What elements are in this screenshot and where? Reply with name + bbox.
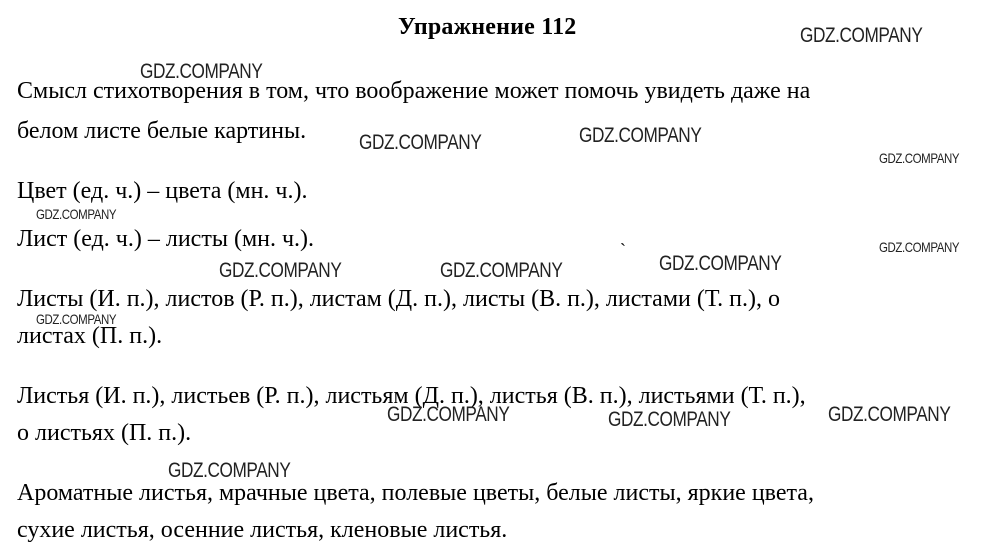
paragraph-meaning-line-2: белом листе белые картины. — [17, 118, 307, 144]
watermark: GDZ.COMPANY — [440, 259, 563, 282]
watermark: GDZ.COMPANY — [359, 131, 482, 154]
watermark: GDZ.COMPANY — [800, 24, 923, 47]
watermark: GDZ.COMPANY — [659, 252, 782, 275]
watermark: GDZ.COMPANY — [579, 124, 702, 147]
watermark: GDZ.COMPANY — [879, 150, 960, 166]
exercise-title: Упражнение 112 — [398, 14, 577, 40]
watermark: GDZ.COMPANY — [879, 239, 960, 255]
watermark: GDZ.COMPANY — [140, 60, 263, 83]
paragraph-meaning-line-1: Смысл стихотворения в том, что воображение может помочь увидеть даже на — [17, 78, 811, 104]
paragraph-listya-declension-line-1: Листья (И. п.), листьев (Р. п.), листьям (Д. п.), листья (В. п.), листьями (Т. п.), — [17, 383, 806, 409]
paragraph-phrases-line-1: Ароматные листья, мрачные цвета, полевые цветы, белые листы, яркие цвета, — [17, 480, 814, 506]
watermark: GDZ.COMPANY — [36, 206, 117, 222]
watermark: GDZ.COMPANY — [387, 403, 510, 426]
paragraph-leaf-forms: Лист (ед. ч.) – листы (мн. ч.). — [17, 226, 315, 252]
watermark: GDZ.COMPANY — [36, 311, 117, 327]
paragraph-listya-declension-line-2: о листьях (П. п.). — [17, 420, 192, 446]
paragraph-listy-declension-line-1: Листы (И. п.), листов (Р. п.), листам (Д. п.), листы (В. п.), листами (Т. п.), о — [17, 286, 780, 312]
watermark: GDZ.COMPANY — [168, 459, 291, 482]
stray-mark: ˋ — [620, 240, 626, 260]
watermark: GDZ.COMPANY — [828, 403, 951, 426]
paragraph-phrases-line-2: сухие листья, осенние листья, кленовые листья. — [17, 517, 508, 543]
watermark: GDZ.COMPANY — [608, 408, 731, 431]
paragraph-listy-declension-line-2: листах (П. п.). — [17, 323, 163, 349]
watermark: GDZ.COMPANY — [219, 259, 342, 282]
paragraph-color-forms: Цвет (ед. ч.) – цвета (мн. ч.). — [17, 178, 308, 204]
